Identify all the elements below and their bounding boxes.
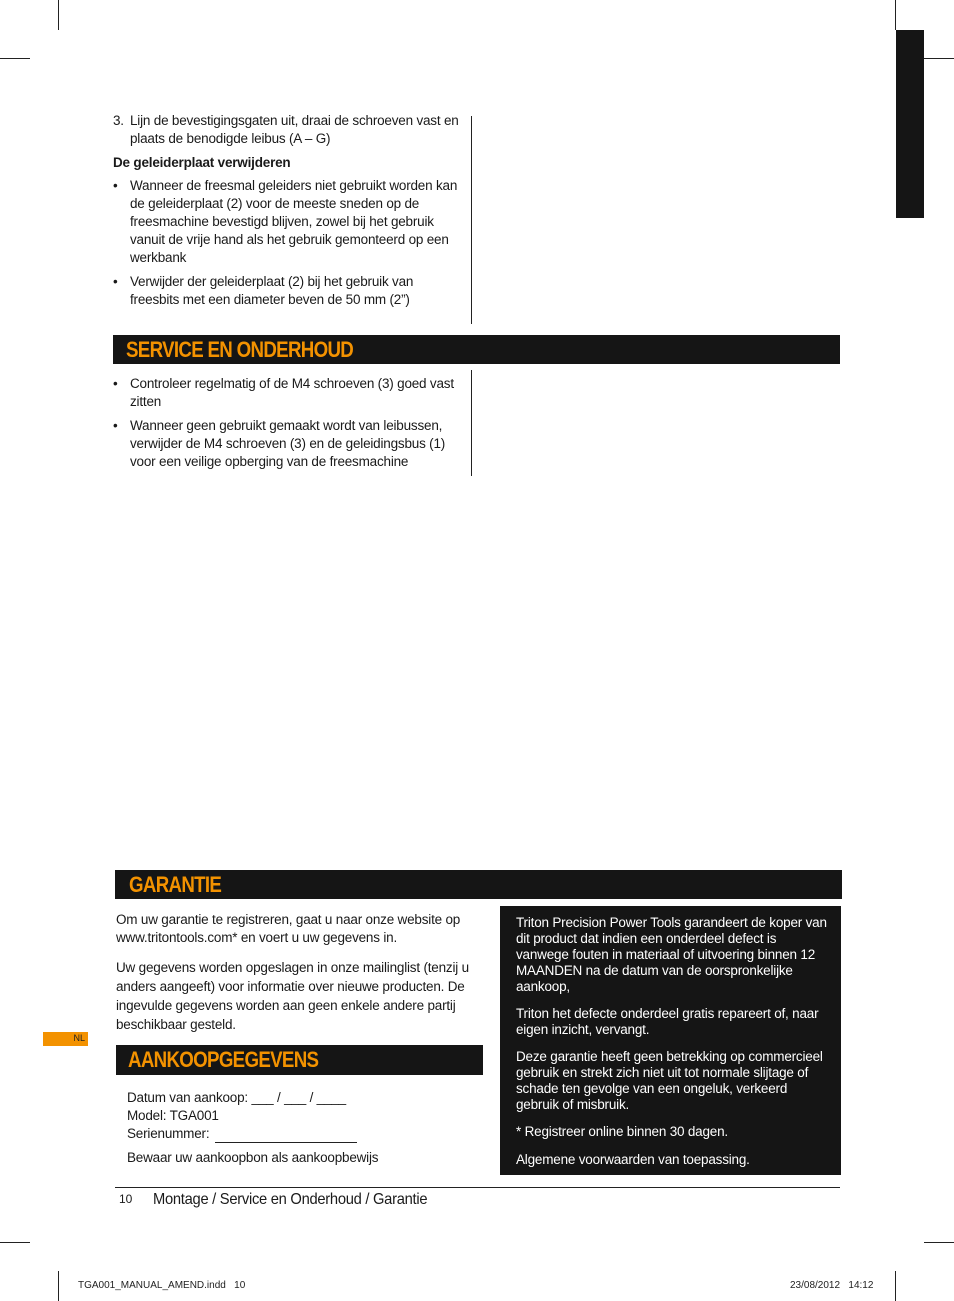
garantie-heading-bar — [115, 870, 842, 899]
warranty-box — [500, 906, 841, 1175]
bullet-icon: • — [113, 274, 118, 289]
crop-mark — [924, 1242, 954, 1243]
list-item-text: Verwijder der geleiderplaat (2) bij het gebruik van freesbits met een diameter beven de 50 mm (2”) — [130, 274, 414, 307]
aankoop-heading: AANKOOPGEGEVENS — [128, 1047, 319, 1072]
edge-tab — [896, 30, 924, 218]
warranty-text: Triton het defecte onderdeel gratis repareert of, naar eigen inzicht, vervangt. — [516, 1006, 819, 1037]
crop-mark — [58, 0, 59, 30]
model-line: Model: TGA001 — [127, 1108, 219, 1123]
crop-mark — [895, 1271, 896, 1301]
warranty-text: Algemene voorwaarden van toepassing. — [516, 1152, 750, 1167]
footer-rule — [115, 1187, 840, 1188]
crop-mark — [924, 58, 954, 59]
language-tab — [43, 1032, 88, 1046]
service-heading-bar — [113, 335, 840, 364]
list-item-text: Wanneer geen gebruikt gemaakt wordt van leibussen, verwijder de M4 schroeven (3) en de geleidingsbus (1) voor een veilige opberging van de freesmachine — [130, 418, 446, 469]
language-label: NL — [73, 1033, 85, 1043]
aankoop-heading-bar — [116, 1045, 483, 1075]
bullet-icon: • — [113, 178, 118, 193]
crop-mark — [58, 1271, 59, 1301]
purchase-date-line: Datum van aankoop: ___ / ___ / ____ — [127, 1090, 346, 1105]
garantie-paragraph: Om uw garantie te registreren, gaat u naar onze website op www.tritontools.com* en voert u uw gegevens in. — [116, 912, 461, 945]
garantie-heading: GARANTIE — [129, 872, 222, 897]
crop-mark — [0, 58, 30, 59]
crop-mark — [0, 1242, 30, 1243]
serial-label: Serienummer: — [127, 1126, 210, 1141]
list-item — [113, 417, 463, 471]
subheading: De geleiderplaat verwijderen — [113, 155, 291, 170]
list-item-text: Controleer regelmatig of de M4 schroeven (3) goed vast zitten — [130, 376, 454, 409]
step-number: 3. — [113, 113, 124, 128]
bullet-icon: • — [113, 418, 118, 433]
step-3 — [113, 112, 463, 148]
serial-underline — [215, 1129, 357, 1143]
bullet-icon: • — [113, 376, 118, 391]
warranty-text: Deze garantie heeft geen betrekking op commercieel gebruik en strekt zich niet uit tot normale slijtage of schade ten gevolge van een ongeluk, verkeerd gebruik of misbruik. — [516, 1049, 823, 1112]
list-item-text: Wanneer de freesmal geleiders niet gebruikt worden kan de geleiderplaat (2) voor de meeste sneden op de freesmachine bevestigd blijven, zowel bij het gebruik vanuit de vrije hand als het gebruik gemonteerd op een werkbank — [130, 178, 458, 265]
step-3-text: Lijn de bevestigingsgaten uit, draai de schroeven vast en plaats de benodigde leibus (A – G) — [130, 113, 459, 146]
column-divider — [471, 370, 472, 476]
file-slug: TGA001_MANUAL_AMEND.indd 10 — [78, 1280, 246, 1291]
receipt-note: Bewaar uw aankoopbon als aankoopbewijs — [127, 1150, 379, 1165]
warranty-text: Triton Precision Power Tools garandeert de koper van dit product dat indien een onderdeel defect is vanwege fouten in materiaal of uitvoering binnen 12 MAANDEN na de datum van de oorspronkelijke aankoop, — [516, 915, 827, 994]
footer-title: Montage / Service en Onderhoud / Garantie — [153, 1191, 428, 1208]
serial-line — [127, 1125, 357, 1143]
service-heading: SERVICE EN ONDERHOUD — [126, 337, 354, 362]
garantie-paragraph: Uw gegevens worden opgeslagen in onze mailinglist (tenzij u anders aangeeft) voor informatie over nieuwe producten. De ingevulde gegevens worden aan geen enkele andere partij beschikbaar gesteld. — [116, 960, 469, 1032]
list-item — [113, 375, 468, 411]
list-item — [113, 177, 463, 267]
list-item — [113, 273, 463, 309]
file-date: 23/08/2012 14:12 — [790, 1280, 874, 1291]
page-number: 10 — [119, 1192, 133, 1206]
warranty-text: * Registreer online binnen 30 dagen. — [516, 1124, 728, 1139]
crop-mark — [895, 0, 896, 30]
column-divider — [471, 116, 472, 324]
